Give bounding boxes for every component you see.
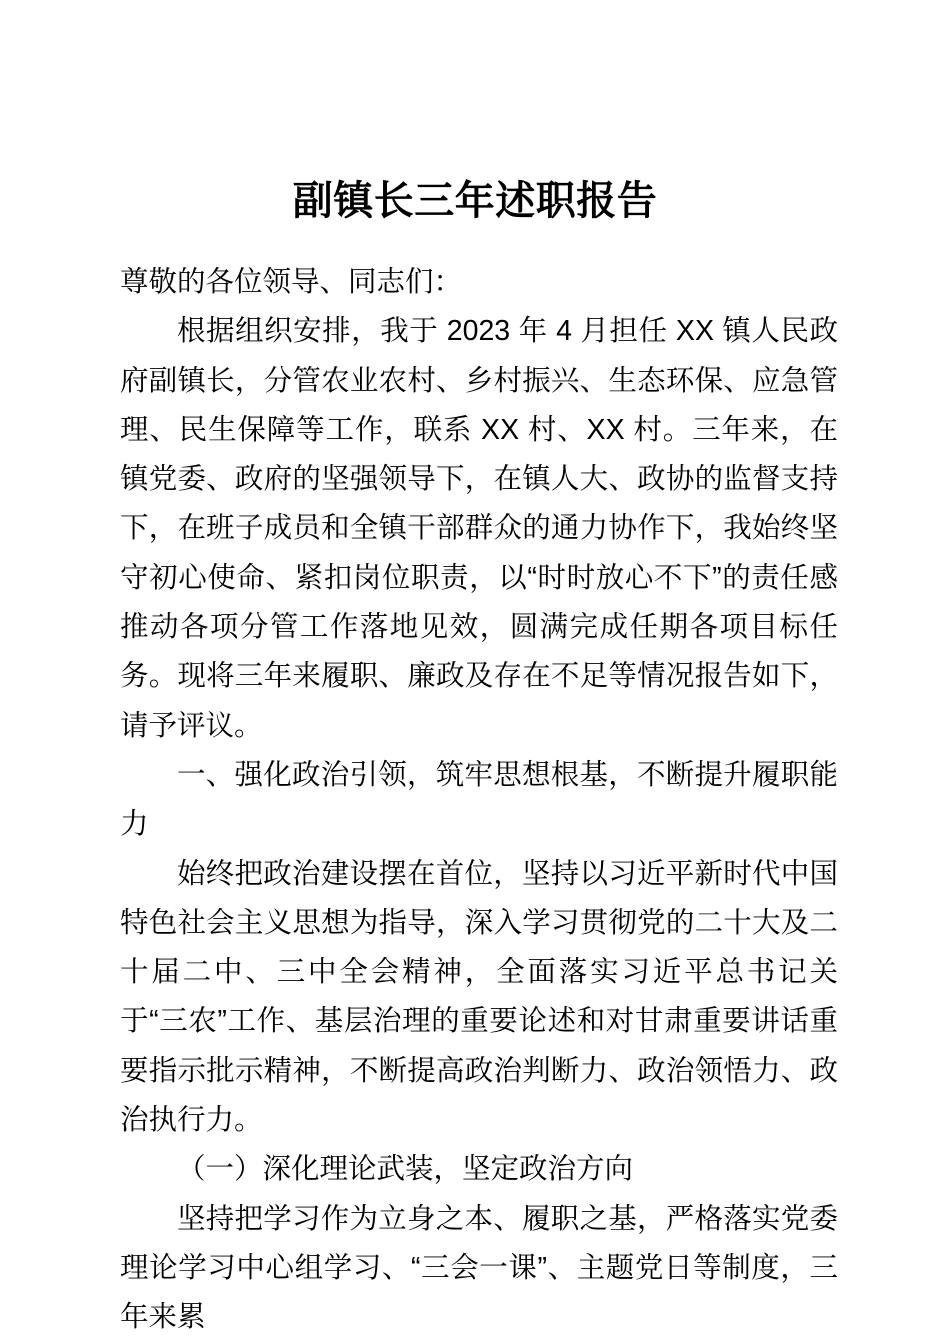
heading-section-1: 一、强化政治引领，筑牢思想根基，不断提升履职能力 xyxy=(120,758,838,841)
paragraph-section-1-1-body: 坚持把学习作为立身之本、履职之基，严格落实党委理论学习中心组学习、“三会一课”、主题党日等制度，三年来累 xyxy=(120,1202,838,1334)
paragraph-opening: 根据组织安排，我于 2023 年 4 月担任 XX 镇人民政府副镇长，分管农业农村、乡村振兴、生态环保、应急管理、民生保障等工作，联系 XX 村、XX 村。三年来，在镇党委、政府的坚强领导下，在镇人大、政协的监督支持下，在班子成员和全镇干部群众的通力协作下，我始终坚守初心使命、紧扣岗位职责，以“时时放心不下”的责任感推动各项分管工作落地见效，圆满完成任期各项目标任务。现将三年来履职、廉政及存在不足等情况报告如下，请予评议。 xyxy=(120,315,838,742)
paragraph-salutation: 尊敬的各位领导、同志们： xyxy=(120,266,463,298)
heading-section-1-1: （一）深化理论武装，坚定政治方向 xyxy=(177,1153,634,1186)
page-title: 副镇长三年述职报告 xyxy=(292,179,658,223)
document-body xyxy=(120,258,838,1343)
paragraph-section-1-body: 始终把政治建设摆在首位，坚持以习近平新时代中国特色社会主义思想为指导，深入学习贯彻党的二十大及二十届二中、三中全会精神，全面落实习近平总书记关于“三农”工作、基层治理的重要论述和对甘肃重要讲话重要指示批示精神，不断提高政治判断力、政治领悟力、政治执行力。 xyxy=(120,857,838,1137)
